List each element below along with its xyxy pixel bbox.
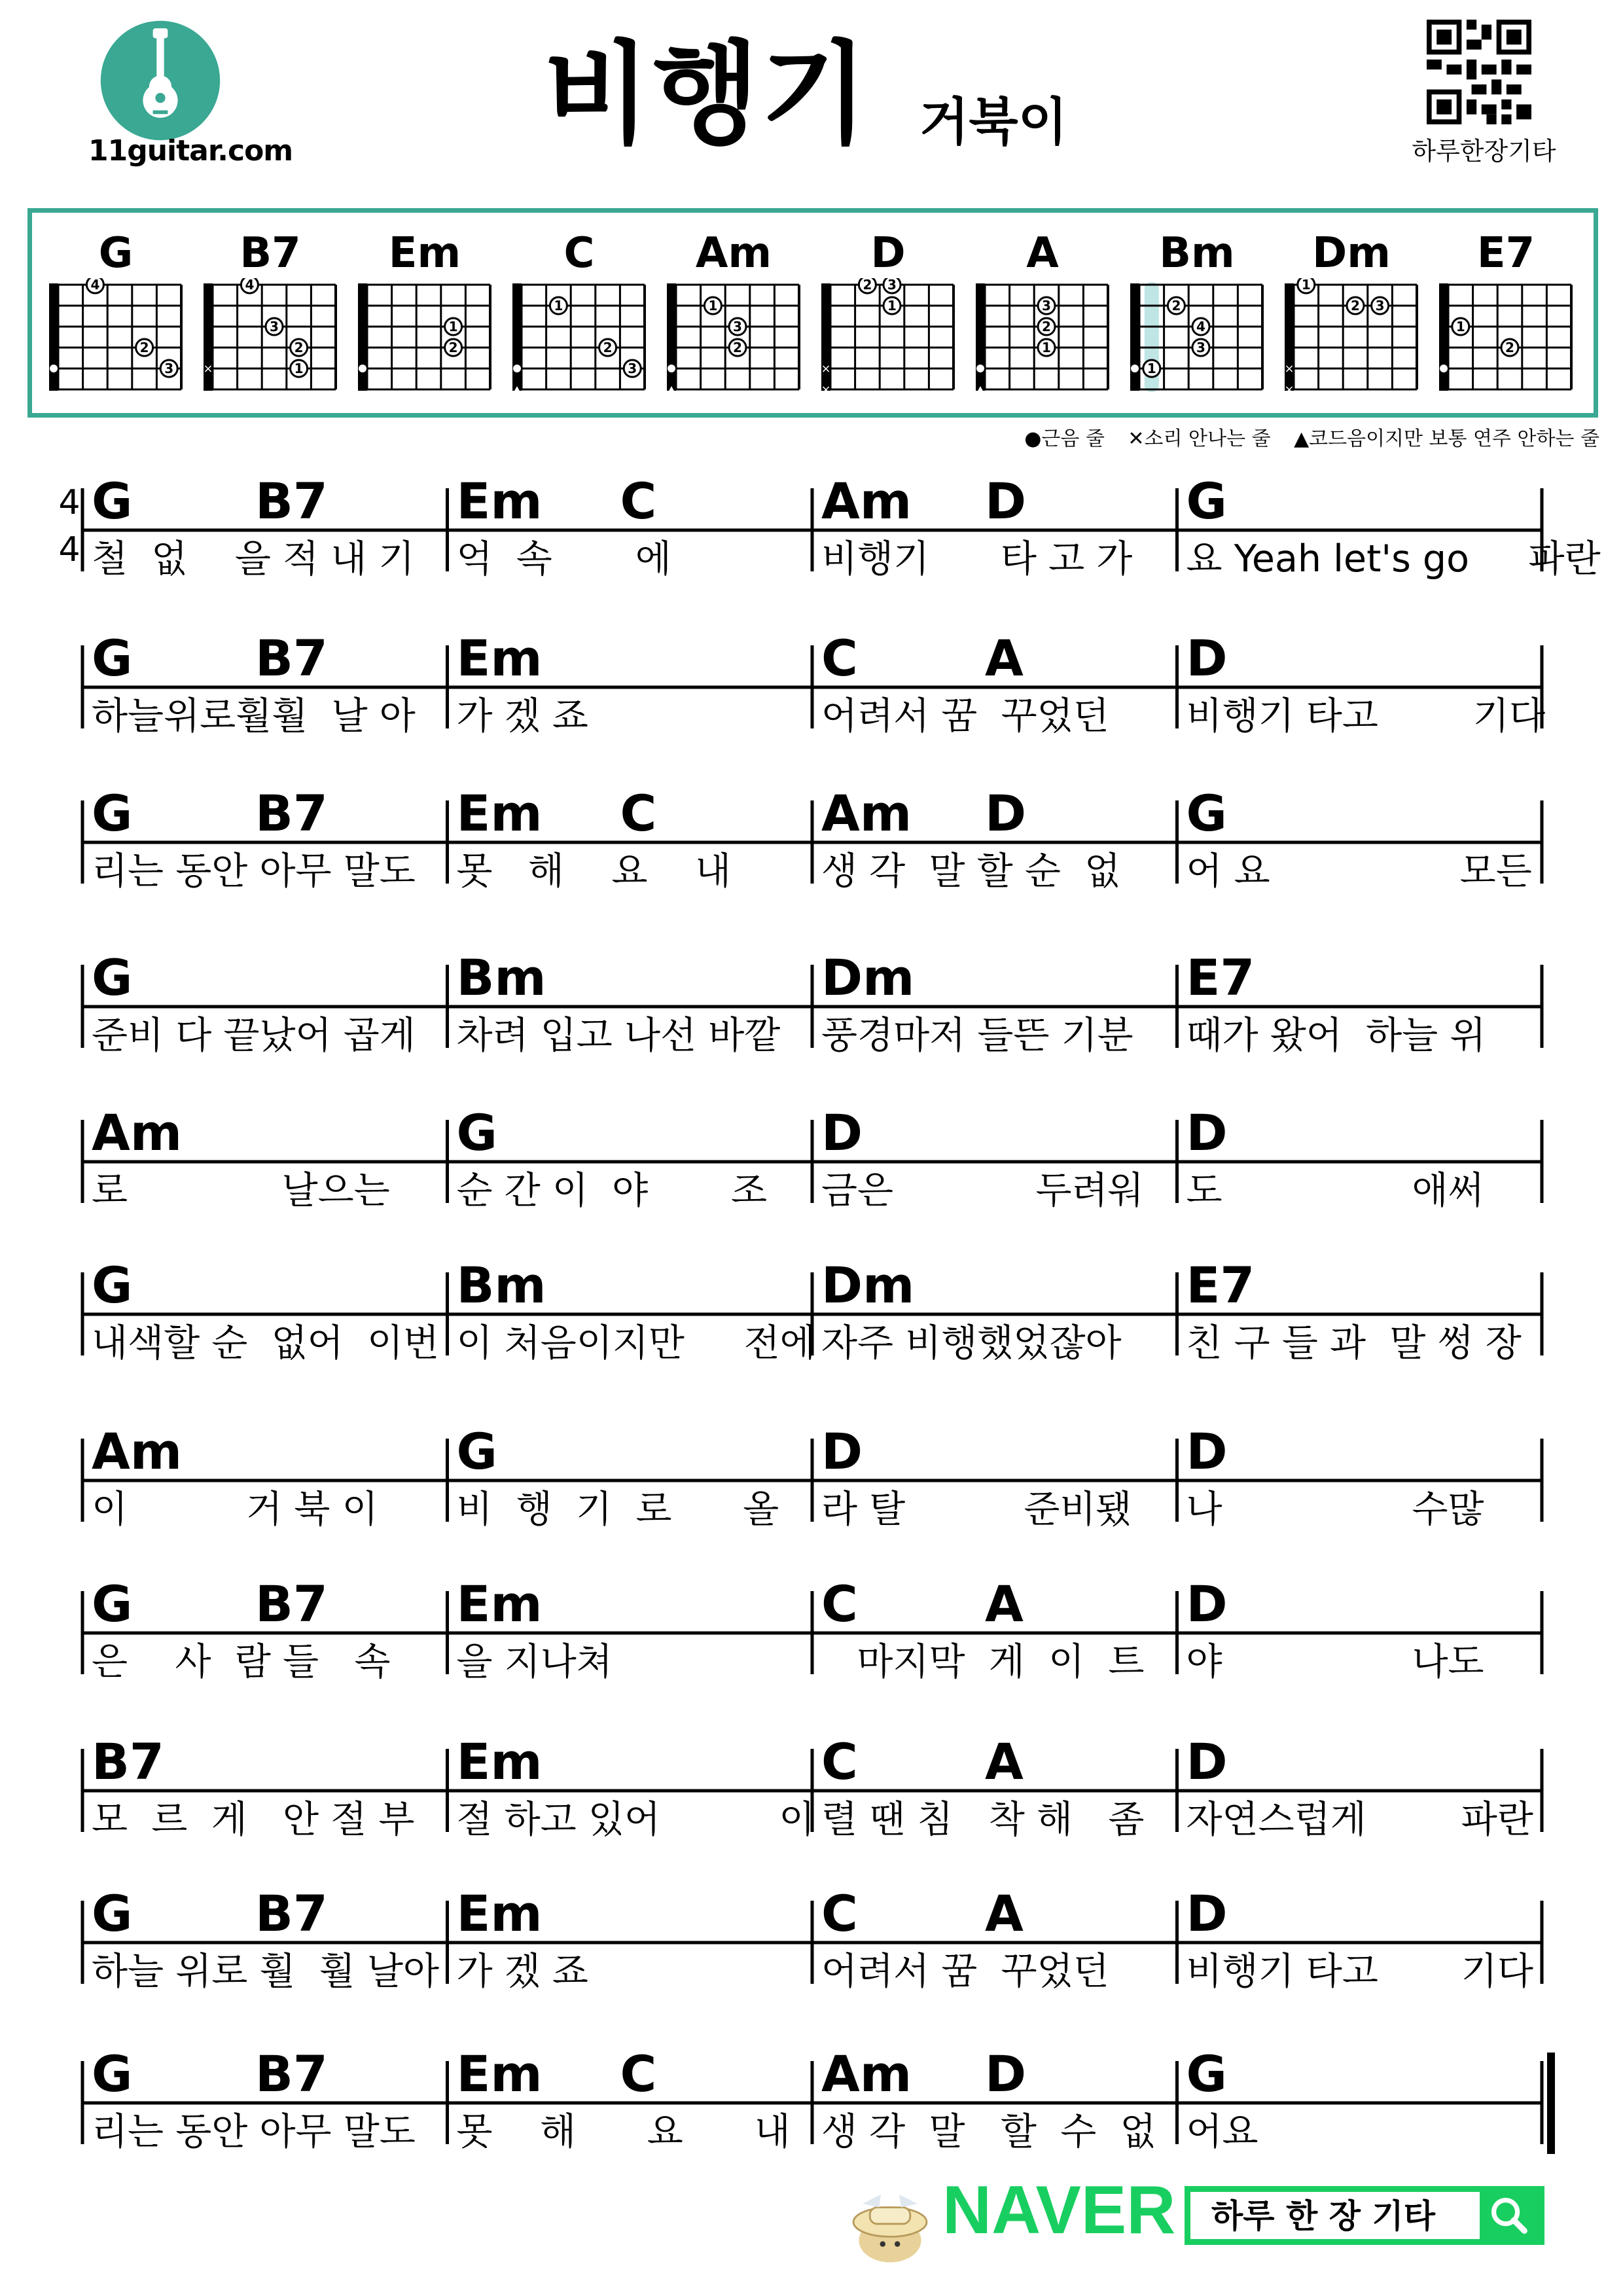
- lyric-text: 은 사 람 들 속: [92, 1640, 391, 1683]
- chord-label: Em: [456, 1884, 543, 1943]
- search-text: 하루 한 장 기타: [1211, 2197, 1436, 2235]
- finger-number: 1: [554, 298, 563, 314]
- finger-number: 2: [1042, 319, 1051, 334]
- lyric-text: 못 해 요 내: [456, 850, 732, 893]
- finger-number: 2: [1505, 340, 1514, 355]
- chord-label: B7: [255, 472, 328, 530]
- lyric-text: 친 구 들 과 말 썽 장: [1186, 1321, 1522, 1365]
- chord-label: G: [92, 784, 133, 842]
- chord-label: B7: [255, 1575, 328, 1633]
- chord-label: G: [92, 2045, 133, 2103]
- chord-diagram-name: Bm: [1159, 229, 1235, 278]
- chord-label: G: [92, 948, 133, 1007]
- finger-number: 1: [1147, 361, 1156, 376]
- chord-label: Bm: [456, 1256, 546, 1314]
- legend-mute: ✕소리 안나는 줄: [1128, 427, 1271, 450]
- lyric-text: 생 각 말 할 순 없: [821, 850, 1121, 893]
- chord-label: C: [821, 1732, 858, 1791]
- lyric-text: 리는 동안 아무 말도: [92, 850, 416, 893]
- lyric-text: 철 없 을 적 내 기: [92, 537, 415, 581]
- chord-label: B7: [255, 1884, 328, 1943]
- lyric-text: 이 거 북 이: [92, 1488, 378, 1531]
- finger-number: 2: [294, 340, 304, 355]
- lyric-text: 차려 입고 나선 바깥: [456, 1014, 781, 1057]
- time-signature: [56, 483, 82, 569]
- chord-label: D: [1186, 1884, 1228, 1943]
- chord-label: Em: [456, 2045, 543, 2103]
- lyric-text: 때가 왔어 하늘 위: [1186, 1014, 1486, 1057]
- chord-label: G: [92, 629, 133, 687]
- chord-label: G: [1186, 2045, 1227, 2103]
- lyric-text: 자주 비행했었잖아: [821, 1321, 1122, 1365]
- chord-diagram-name: D: [870, 229, 906, 278]
- lyric-text: 어려서 꿈 꾸었던: [821, 694, 1109, 738]
- finger-number: 3: [887, 278, 897, 293]
- lyric-text: 야 나도: [1186, 1640, 1484, 1683]
- lyric-text: 가 겠 죠: [456, 694, 588, 738]
- lyric-text: 가 겠 죠: [456, 1950, 588, 1993]
- lyric-text: 모 르 게 안 절 부: [92, 1798, 415, 1841]
- qr-label: 하루한장기타: [1412, 137, 1556, 166]
- lyric-text: 라 탈 준비됐: [821, 1488, 1132, 1531]
- lyric-text: 순 간 이 야 조: [456, 1169, 768, 1212]
- finger-number: 2: [1171, 298, 1181, 314]
- lyric-text: 하늘 위로 훨 훨 날아: [92, 1950, 440, 1993]
- chord-label: Em: [456, 784, 543, 842]
- legend-optional: ▲코드음이지만 보통 연주 안하는 줄: [1294, 427, 1599, 450]
- chord-label: D: [821, 1103, 863, 1162]
- mute-marker: ×: [203, 362, 213, 376]
- lyric-text: 내색할 순 없어 이번: [92, 1321, 440, 1365]
- chord-label: Am: [92, 1103, 183, 1162]
- finger-number: 3: [270, 319, 279, 334]
- hat-mascot-icon: [844, 2173, 936, 2271]
- finger-number: 3: [164, 361, 174, 376]
- finger-number: 1: [887, 298, 897, 314]
- finger-number: 1: [708, 298, 718, 314]
- song-title: 비행기: [543, 30, 870, 160]
- chord-label: G: [92, 1256, 133, 1314]
- chord-diagram-name: E7: [1476, 229, 1535, 278]
- lyric-text: 마지막 게 이 트: [821, 1640, 1145, 1683]
- time-signature-top: 4: [58, 483, 80, 522]
- finger-number: 2: [139, 340, 149, 355]
- lyric-text: 비행기 타 고 가: [821, 537, 1133, 581]
- lyric-text: 자연스럽게 파란: [1186, 1798, 1533, 1841]
- search-button[interactable]: [1480, 2192, 1539, 2239]
- finger-number: 4: [90, 278, 100, 293]
- lyric-text: 하늘위로훨훨 날 아: [92, 694, 416, 738]
- chord-label: D: [821, 1422, 863, 1480]
- finger-number: 3: [1196, 340, 1205, 355]
- chord-diagram-name: B7: [240, 229, 301, 278]
- chord-label: A: [985, 1884, 1024, 1943]
- lyric-text: 을 지나쳐: [456, 1640, 613, 1683]
- time-signature-bottom: 4: [58, 530, 80, 569]
- magnifier-icon: [1486, 2192, 1533, 2239]
- chord-label: E7: [1186, 1256, 1255, 1314]
- chord-diagram-name: G: [98, 229, 134, 278]
- legend-root: ●근음 줄: [1024, 427, 1105, 450]
- chord-label: D: [985, 784, 1027, 842]
- finger-number: 2: [448, 340, 458, 355]
- finger-number: 2: [733, 340, 742, 355]
- site-name[interactable]: 11guitar.com: [88, 134, 293, 168]
- lyric-text: 비행기 타고 기다: [1186, 1950, 1533, 1993]
- chord-label: C: [620, 784, 657, 842]
- lyric-text: 금은 두려워: [821, 1169, 1144, 1212]
- chord-label: Em: [456, 1575, 543, 1633]
- chord-label: D: [1186, 1422, 1228, 1480]
- chord-label: C: [821, 1884, 858, 1943]
- chord-label: Em: [456, 629, 543, 687]
- mute-marker: ×: [1284, 362, 1294, 376]
- lyric-text: 준비 다 끝났어 곱게: [92, 1014, 416, 1057]
- lyric-text: 이 처음이지만 전에: [456, 1321, 816, 1365]
- chord-label: G: [92, 472, 133, 530]
- chord-label: C: [620, 2045, 657, 2103]
- lyric-text: 어요: [1186, 2110, 1258, 2153]
- chord-label: Bm: [456, 948, 546, 1007]
- finger-number: 1: [1042, 340, 1051, 355]
- finger-number: 3: [733, 319, 742, 334]
- chord-label: D: [985, 472, 1027, 530]
- chord-label: G: [92, 1575, 133, 1633]
- chord-diagram-name: Dm: [1312, 229, 1391, 278]
- chord-label: Em: [456, 1732, 543, 1791]
- finger-number: 3: [1042, 298, 1051, 314]
- chord-label: Am: [821, 472, 912, 530]
- chord-label: B7: [255, 784, 328, 842]
- mute-marker: ×: [821, 383, 831, 397]
- lyric-text: 어 요 모든: [1186, 850, 1532, 893]
- finger-number: 1: [294, 361, 304, 376]
- chord-label: D: [1186, 1575, 1228, 1633]
- chord-label: G: [1186, 784, 1227, 842]
- mute-marker: ×: [1284, 383, 1294, 397]
- mute-marker: ×: [821, 362, 831, 376]
- chord-diagram-name: Am: [695, 229, 772, 278]
- chord-label: D: [1186, 629, 1228, 687]
- finger-number: 1: [1455, 319, 1465, 334]
- chord-label: C: [620, 472, 657, 530]
- chord-label: Am: [92, 1422, 183, 1480]
- chord-label: G: [456, 1422, 497, 1480]
- chord-diagram-name: Em: [388, 229, 461, 278]
- chord-label: G: [456, 1103, 497, 1162]
- finger-number: 2: [1351, 298, 1360, 314]
- finger-number: 4: [1196, 319, 1205, 334]
- chord-label: Am: [821, 2045, 912, 2103]
- finger-number: 1: [1301, 278, 1311, 293]
- finger-number: 4: [245, 278, 255, 293]
- finger-number: 2: [603, 340, 613, 355]
- search-box[interactable]: [1185, 2186, 1544, 2245]
- finger-number: 3: [628, 361, 637, 376]
- chord-diagram-name: C: [563, 229, 595, 278]
- chord-label: B7: [255, 2045, 328, 2103]
- naver-logo[interactable]: NAVER: [942, 2172, 1176, 2248]
- lyric-text: 어려서 꿈 꾸었던: [821, 1950, 1109, 1993]
- lyric-text: 비행기 타고 기다: [1186, 694, 1546, 738]
- chord-label: Dm: [821, 948, 915, 1007]
- chord-label: G: [92, 1884, 133, 1943]
- finger-number: 3: [1375, 298, 1385, 314]
- chord-label: A: [985, 1575, 1024, 1633]
- lyric-text: 생 각 말 할 수 없: [821, 2110, 1156, 2153]
- lyric-text: 억 속 에: [456, 537, 671, 581]
- chord-label: B7: [255, 629, 328, 687]
- chord-label: D: [1186, 1732, 1228, 1791]
- lyric-text: 풍경마저 들뜬 기분: [821, 1014, 1133, 1057]
- chord-label: E7: [1186, 948, 1255, 1007]
- lyric-text: 리는 동안 아무 말도: [92, 2110, 416, 2153]
- chord-label: Em: [456, 472, 543, 530]
- lyric-text: 로 날으는: [92, 1169, 390, 1212]
- lyric-text: 렬 땐 침 착 해 좀: [821, 1798, 1145, 1841]
- chord-label: Am: [821, 784, 912, 842]
- finger-number: 1: [448, 319, 458, 334]
- chord-label: D: [985, 2045, 1027, 2103]
- chord-diagram-name: A: [1026, 229, 1059, 278]
- chord-label: Dm: [821, 1256, 915, 1314]
- lyric-text: 도 애써: [1186, 1169, 1484, 1212]
- finger-number: 2: [863, 278, 872, 293]
- artist-name: 거북이: [919, 93, 1068, 152]
- lyric-text: 나 수많: [1186, 1488, 1484, 1531]
- chord-label: C: [821, 1575, 858, 1633]
- chord-label: G: [1186, 472, 1227, 530]
- lyric-text: 비 행 기 로 올: [456, 1488, 779, 1531]
- lyric-text: 요 Yeah let's go 파란: [1186, 537, 1601, 581]
- lyric-text: 못 해 요 내: [456, 2110, 791, 2153]
- lyric-text: 절 하고 있어 이: [456, 1798, 815, 1841]
- chord-label: A: [985, 1732, 1024, 1791]
- chord-label: C: [821, 629, 858, 687]
- chord-label: D: [1186, 1103, 1228, 1162]
- chord-label: A: [985, 629, 1024, 687]
- chord-label: B7: [92, 1732, 164, 1791]
